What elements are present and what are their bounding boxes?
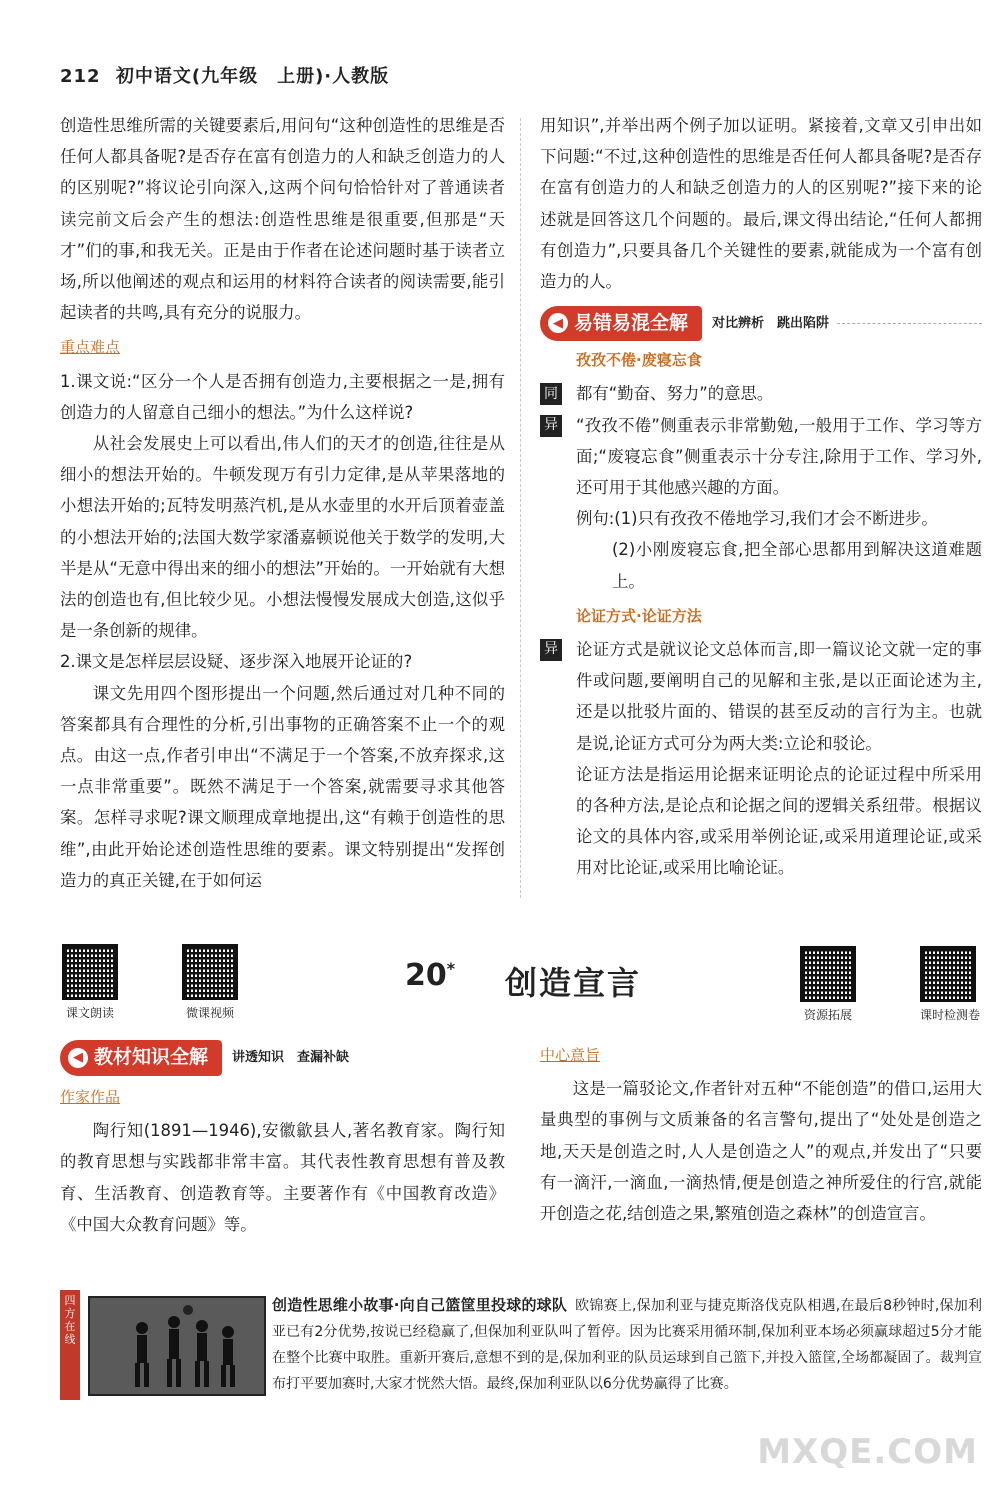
continuation-paragraph: 用知识”,并举出两个例子加以证明。紧接着,文章又引申出如下问题:“不过,这种创造性的思维是否任何人都具备呢?是否存在富有创造力的人和缺乏创造力的人的区别呢?”接下来的论述就是回答这几个问题的。最后,课文得出结论,“任何人都拥有创造力”,只要具备几个关键性的要素,就能成为一个富有创造力的人。 [540,116,982,292]
watermark-logo: MXQE.COM [757,1432,978,1472]
page-header [60,62,389,88]
same-row [540,378,982,409]
right-column-top [540,110,982,884]
story-text [272,1292,982,1397]
same-mark: 同 [540,383,562,405]
diff-row-1 [540,410,982,504]
diff-text-2a: 论证方式是就议论文总体而言,即一篇议论文就一定的事件或问题,要阐明自己的见解和主张,是以正面论述为主,还是以批驳片面的、错误的甚至反动的言行为主。也就是说,论证方式可分为两大类:立论和驳论。 [576,640,982,753]
section-label-theme: 中心意旨 [540,1046,601,1064]
megaphone-icon: ◀ [68,1048,88,1068]
story-body: 欧锦赛上,保加利亚与捷克斯洛伐克队相遇,在最后8秒钟时,保加利亚已有2分优势,按说已经稳赢了,但保加利亚队叫了暂停。因为比赛采用循环制,保加利亚本场必须赢球超过5分才能在整个比赛中取胜。重新开赛后,意想不到的是,保加利亚的队员运球到自己篮下,并投入篮筐,全场都凝固了。裁判宣布打平要加赛时,大家才恍然大悟。最终,保加利亚队以6分优势赢得了比赛。 [272,1298,983,1392]
left-column-bottom [60,1040,505,1240]
answer-2: 课文先用四个图形提出一个问题,然后通过对几种不同的答案都具有合理性的分析,引出事物的正确答案不止一个的观点。由这一点,作者引申出“不满足于一个答案,不放弃探求,这一点非常重要”。既然不满足于一个答案,就需要寻求其他答案。怎样寻求呢?课文顺理成章地提出,这“有赖于创造性的思维”,由此开始论述创造性思维的要素。课文特别提出“发挥创造力的真正关键,在于如何运 [60,683,505,890]
column-divider [520,118,521,898]
qr-code-icon [182,944,238,1000]
qr-code-icon [920,946,976,1002]
diff-text-2b: 论证方法是指运用论据来证明论点的论证过程中所采用的各种方法,是论点和论据之间的逻辑关系纽带。根据议论文的具体内容,或采用举例论证,或采用道理论证,或采用对比论证,或采用比喻论证。 [576,764,982,878]
banner-title: 易错易混全解 [574,311,689,334]
lesson-title: 创造宣言 [505,964,642,1002]
author-text: 陶行知(1891—1946),安徽歙县人,著名教育家。陶行知的教育思想与实践都非常丰富。其代表性教育思想有普及教育、生活教育、创造教育等。主要著作有《中国教育改造》《中国大众教育问题》等。 [60,1121,505,1234]
qr-test[interactable] [920,946,980,1023]
qr-code-icon [62,944,118,1000]
qr-video[interactable] [182,944,238,1021]
section-label-author: 作家作品 [60,1088,121,1106]
answer-1: 从社会发展史上可以看出,伟人们的天才的创造,往往是从细小的想法开始的。牛顿发现万有引力定律,是从苹果落地的小想法开始的;瓦特发明蒸汽机,是从水壶里的水开后顶着壶盖的小想法开始的;法国大数学家潘嘉顿说他关于数学的发明,大半是从“无意中得出来的细小的想法”开始的。一开始就有大想法的创造也有,但比较少见。小想法慢慢发展成大创造,这似乎是一条创新的规律。 [60,434,505,641]
banner-confusing-points [540,305,982,341]
question-2: 2.课文是怎样层层设疑、逐步深入地展开论证的? [60,652,413,672]
banner-knowledge [60,1040,505,1076]
lesson-number: 20* [405,958,456,993]
theme-text: 这是一篇驳论文,作者针对五种“不能创造”的借口,运用大量典型的事例与文质兼备的名言警句,提出了“处处是创造之地,天天是创造之时,人人是创造之人”的观点,并发出了“只要有一滴汗,一滴血,一滴热情,便是创造之神所爱住的行宫,就能开创造之花,结创造之果,繁殖创造之森林”的创造宣言。 [540,1079,982,1224]
term-heading-2: 论证方式·论证方法 [576,606,702,625]
banner-tag: 讲透知识 查漏补缺 [232,1050,350,1066]
banner-title: 教材知识全解 [94,1046,209,1069]
same-text: 都有“勤奋、努力”的意思。 [576,384,774,404]
question-1: 1.课文说:“区分一个人是否拥有创造力,主要根据之一是,拥有创造力的人留意自己细小的想法。”为什么这样说? [60,371,505,422]
qr-reading[interactable] [62,944,118,1021]
qr-caption: 微课视频 [185,1006,234,1020]
example-2: (2)小刚废寝忘食,把全部心思都用到解决这道难题上。 [612,540,982,591]
right-column-bottom [540,1036,982,1229]
qr-caption: 资源拓展 [803,1008,852,1022]
term-heading-1: 孜孜不倦·废寝忘食 [576,351,702,370]
basketball-players-image [88,1296,266,1396]
diff-row-2 [540,634,982,759]
players-silhouette-icon [90,1298,264,1394]
story-title: 创造性思维小故事·向自己篮筐里投球的球队 [272,1296,568,1314]
qr-code-icon [800,946,856,1002]
section-label-key-points: 重点难点 [60,338,121,357]
optional-star: * [446,959,456,978]
qr-resources[interactable] [800,946,856,1023]
diff-mark: 异 [540,639,562,661]
example-1: 例句:(1)只有孜孜不倦地学习,我们才会不断进步。 [576,509,938,529]
page-number: 212 [60,66,101,87]
banner-tag: 对比辨析 跳出陷阱 [712,315,830,331]
left-column-top [60,110,505,896]
diff-text-1: “孜孜不倦”侧重表示非常勤勉,一般用于工作、学习等方面;“废寝忘食”侧重表示十分专注,除用于工作、学习外,还可用于其他感兴趣的方面。 [576,415,982,498]
story-side-label: 四方在线 [60,1290,80,1400]
diff-mark: 异 [540,415,562,437]
book-title: 初中语文(九年级 上册)·人教版 [115,66,390,87]
qr-caption: 课时检测卷 [920,1008,981,1022]
analysis-paragraph: 创造性思维所需的关键要素后,用问句“这种创造性的思维是否任何人都具备呢?是否存在富有创造力的人和缺乏创造力的人的区别呢?”将议论引向深入,这两个问句恰恰针对了普通读者读完前文后会产生的想法:创造性思维是很重要,但那是“天才”们的事,和我无关。正是由于作者在论述问题时基于读者立场,所以他阐述的观点和运用的材料符合读者的阅读需要,能引起读者的共鸣,具有充分的说服力。 [60,116,505,323]
megaphone-icon: ◀ [548,313,568,333]
qr-caption: 课文朗读 [65,1006,114,1020]
